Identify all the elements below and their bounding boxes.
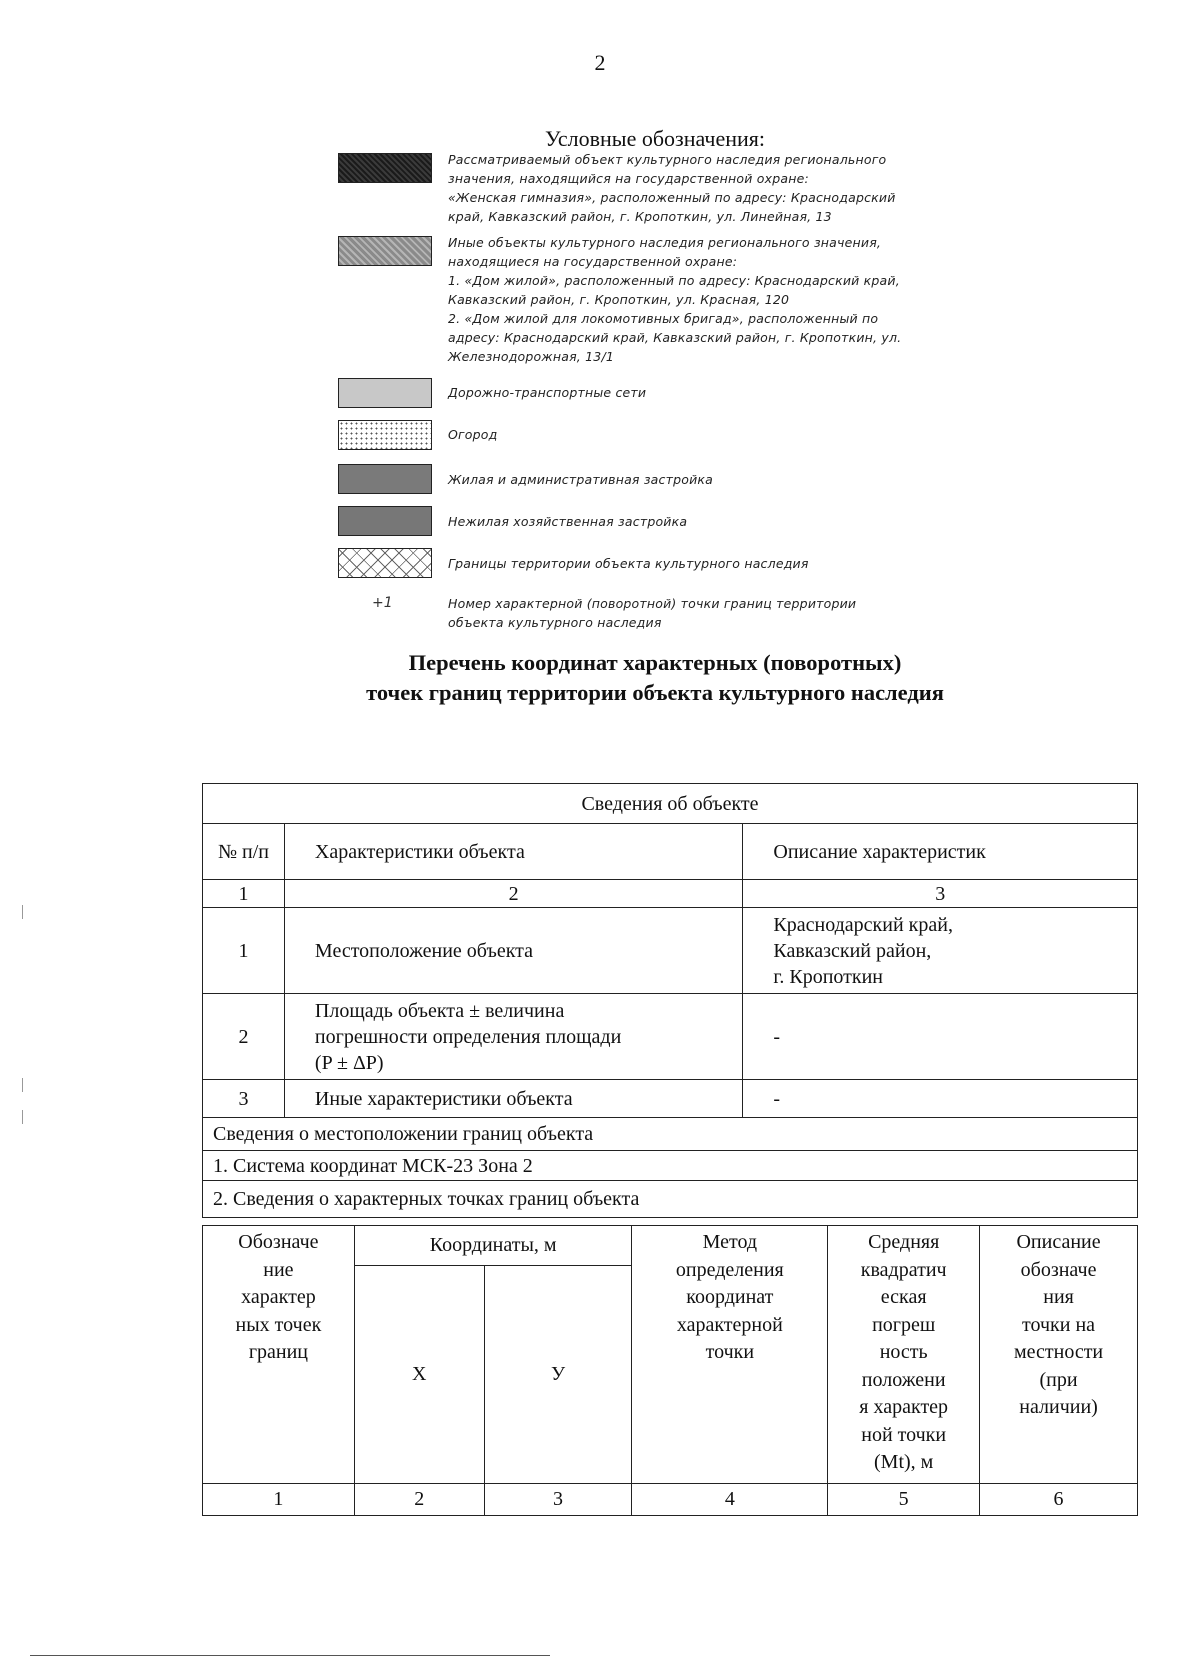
legend-item-nonresidential (338, 506, 1008, 540)
legend-item-garden (338, 420, 1008, 454)
legend-swatch-grey (338, 464, 432, 494)
row-number: 1 (203, 908, 285, 994)
object-info-table (202, 783, 1138, 1218)
col-mean-error: Средняя квадратич еская погреш ность положени я характер ной точки (Mt), м (828, 1226, 980, 1484)
row-description: - (743, 994, 1138, 1080)
margin-mark (22, 1078, 23, 1092)
legend-item-main-object (338, 150, 1008, 232)
legend-swatch-cross (338, 548, 432, 578)
legend-item-boundary (338, 548, 1008, 582)
legend-item-roads (338, 378, 1008, 412)
column-number: 1 (203, 880, 285, 908)
legend-swatch-dark (338, 153, 432, 183)
legend-text: Нежилая хозяйственная застройка (448, 514, 688, 529)
page-number: 2 (594, 50, 606, 75)
legend-text: Дорожно-транспортные сети (448, 385, 647, 400)
column-number: 3 (484, 1484, 632, 1516)
col-char-header: Характеристики объекта (284, 824, 742, 880)
legend-text: Номер характерной (поворотной) точки границ территории объекта культурного наследия (448, 596, 857, 630)
table-header: Сведения об объекте (203, 784, 1138, 824)
col-x: X (354, 1266, 484, 1484)
points-info: 2. Сведения о характерных точках границ объекта (203, 1181, 1138, 1218)
coordinate-system: 1. Система координат МСК-23 Зона 2 (203, 1151, 1138, 1181)
coordinates-table (202, 1225, 1138, 1516)
legend-text: Жилая и административная застройка (448, 472, 714, 487)
legend-swatch-light (338, 378, 432, 408)
legend-item-residential (338, 464, 1008, 498)
col-point-description: Описание обозначе ния точки на местности (при наличии) (980, 1226, 1138, 1484)
margin-mark (22, 1110, 23, 1124)
column-number: 6 (980, 1484, 1138, 1516)
legend-swatch-grey2 (338, 506, 432, 536)
legend-swatch-medium (338, 236, 432, 266)
legend-item-other-objects (338, 233, 1008, 373)
row-description: - (743, 1080, 1138, 1118)
legend-title: Условные обозначения: (544, 126, 766, 151)
row-number: 3 (203, 1080, 285, 1118)
col-desc-header: Описание характеристик (743, 824, 1138, 880)
column-number: 3 (743, 880, 1138, 908)
column-number: 1 (203, 1484, 355, 1516)
column-number: 2 (284, 880, 742, 908)
section-location: Сведения о местоположении границ объекта (203, 1118, 1138, 1151)
footer-line (30, 1655, 550, 1656)
column-number: 2 (354, 1484, 484, 1516)
row-characteristic: Площадь объекта ± величина погрешности определения площади (P ± ΔP) (284, 994, 742, 1080)
col-point-designation: Обозначе ние характер ных точек границ (203, 1226, 355, 1484)
legend-text: Рассматриваемый объект культурного наследия регионального значения, находящийся на государственной охране: «Женская гимназия», расположенный по адресу: Краснодарский край, Кавказский район, г. Кропоткин, ул. Линейная, 13 (448, 152, 896, 224)
column-number: 4 (632, 1484, 828, 1516)
legend-swatch-dotted (338, 420, 432, 450)
row-number: 2 (203, 994, 285, 1080)
col-coordinates: Координаты, м (354, 1226, 632, 1266)
row-characteristic: Местоположение объекта (284, 908, 742, 994)
row-characteristic: Иные характеристики объекта (284, 1080, 742, 1118)
col-y: У (484, 1266, 632, 1484)
legend-text: Иные объекты культурного наследия регионального значения, находящиеся на государственной охране: 1. «Дом жилой», расположенный по адресу: Краснодарский край, Кавказский район, г. Кропоткин, ул. Красная, 120 2. «Дом жилой для локомотивных бригад», расположенный по адресу: Краснодарский край, Кавказский район, г. Кропоткин, ул. Железнодорожная, 13/1 (448, 235, 902, 364)
margin-mark (22, 905, 23, 919)
row-description: Краснодарский край, Кавказский район, г. Кропоткин (743, 908, 1138, 994)
legend-text: Границы территории объекта культурного наследия (448, 556, 809, 571)
col-no-header: № п/п (203, 824, 285, 880)
column-number: 5 (828, 1484, 980, 1516)
list-title: Перечень координат характерных (поворотных) точек границ территории объекта культурного наследия (366, 650, 944, 705)
legend-text: Огород (448, 427, 498, 442)
legend-item-point-number (338, 594, 1008, 638)
col-method: Метод определения координат характерной точки (632, 1226, 828, 1484)
point-number-mark: +1 (372, 595, 393, 611)
